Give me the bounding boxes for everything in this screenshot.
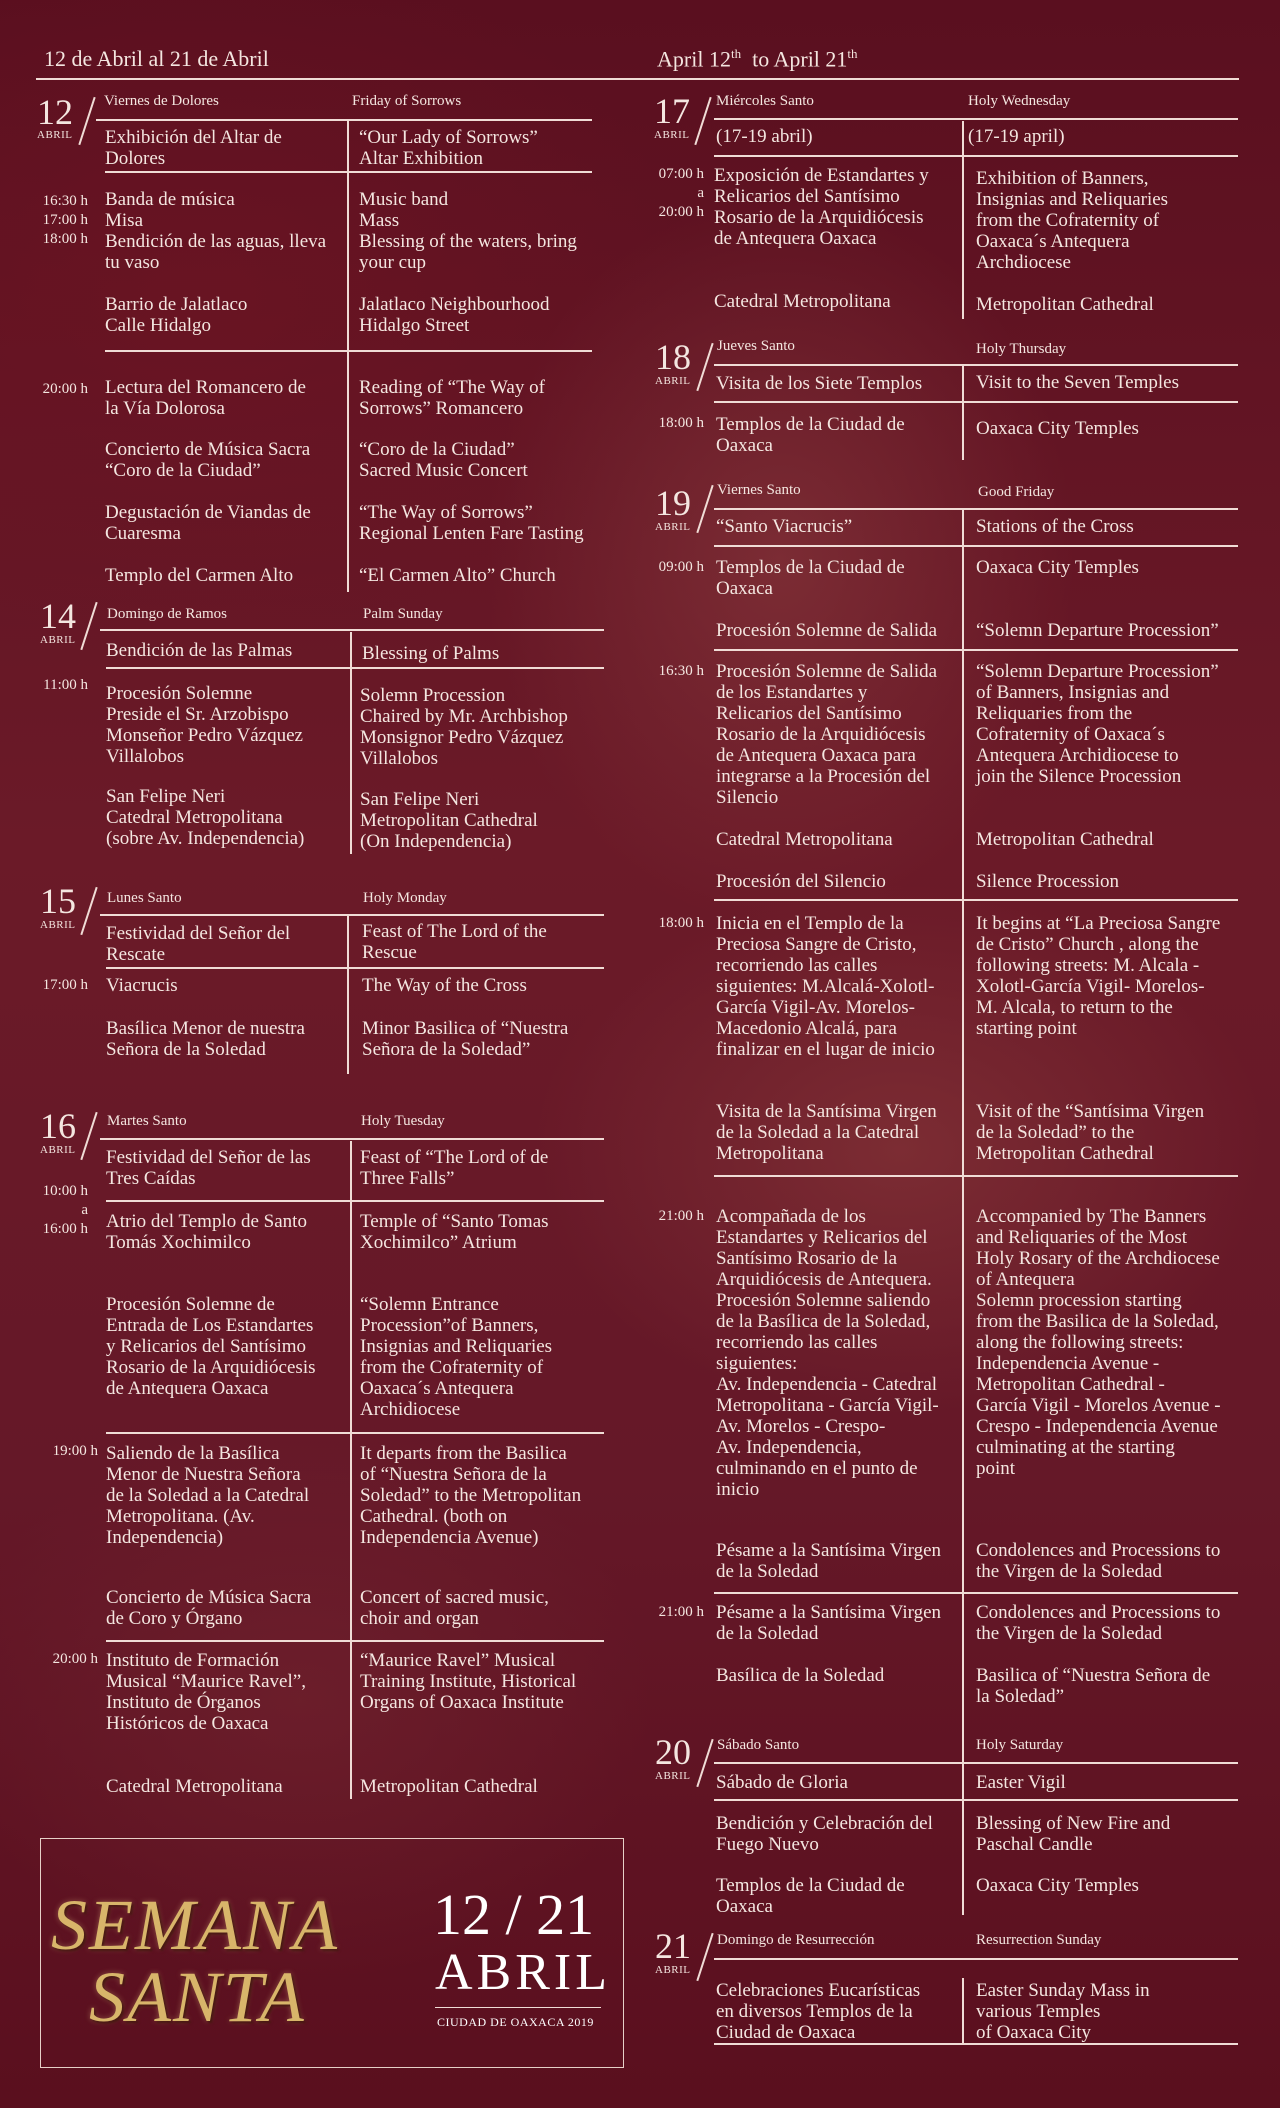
event-location-en: “Maurice Ravel” Musical Training Institute, Historical Organs of Oaxaca Institute bbox=[360, 1650, 577, 1713]
day-name-en: Holy Saturday bbox=[976, 1737, 1064, 1753]
event-es: Degustación de Viandas de Cuaresma bbox=[105, 502, 311, 544]
event-time: 18:00 h bbox=[658, 915, 704, 931]
event-en: “Solemn Entrance Procession”of Banners, Insignias and Reliquaries from the Cofraternity of Oaxaca´s Antequera Archidiocese bbox=[360, 1294, 553, 1420]
event-time: 19:00 h bbox=[52, 1443, 98, 1459]
event-en: Stations of the Cross bbox=[976, 516, 1134, 537]
event-time: 10:00 h a 16:00 h bbox=[42, 1183, 88, 1237]
event-en: Blessing of New Fire and Paschal Candle bbox=[976, 1813, 1171, 1855]
header-rule bbox=[36, 78, 1239, 80]
divider bbox=[96, 119, 592, 121]
divider bbox=[100, 1138, 604, 1140]
day-slash bbox=[80, 1112, 97, 1160]
divider bbox=[714, 364, 1238, 366]
event-time: 11:00 h bbox=[43, 677, 88, 693]
divider bbox=[714, 118, 1238, 120]
divider bbox=[714, 1175, 1238, 1177]
event-time: 20:00 h bbox=[52, 1651, 98, 1667]
event-time: 21:00 h bbox=[658, 1208, 704, 1224]
event-location-es: Templos de la Ciudad de Oaxaca bbox=[716, 557, 905, 599]
event-es: Festividad del Señor de las Tres Caídas bbox=[106, 1147, 311, 1189]
day-number: 14 bbox=[40, 596, 76, 636]
divider bbox=[714, 899, 1238, 901]
event-location-en: Temple of “Santo Tomas Xochimilco” Atrium bbox=[360, 1211, 549, 1253]
day-slash bbox=[696, 485, 713, 533]
event-time: 18:00 h bbox=[658, 415, 704, 431]
day-slash bbox=[696, 343, 713, 391]
day-month: ABRIL bbox=[655, 375, 691, 387]
divider bbox=[714, 401, 1238, 403]
logo-word-semana: SEMANA bbox=[51, 1885, 339, 1965]
event-en: Visit of the “Santísima Virgen de la Soledad” to the Metropolitan Cathedral bbox=[976, 1101, 1205, 1164]
event-location-es: Templos de la Ciudad de Oaxaca bbox=[716, 414, 905, 456]
event-en: Exhibition of Banners, Insignias and Reliquaries from the Cofraternity of Oaxaca´s Antequera Archdiocese bbox=[976, 168, 1169, 273]
divider bbox=[106, 667, 604, 669]
day-month: ABRIL bbox=[40, 1144, 76, 1156]
day-name-es: Martes Santo bbox=[107, 1113, 187, 1129]
day-number: 15 bbox=[40, 881, 76, 921]
event-en: “The Way of Sorrows” Regional Lenten Fare Tasting bbox=[359, 502, 584, 544]
event-es: Viacrucis bbox=[106, 975, 178, 996]
logo-month: ABRIL bbox=[435, 1944, 611, 2001]
column-divider bbox=[962, 1978, 964, 2045]
event-location-en: “El Carmen Alto” Church bbox=[359, 565, 556, 586]
event-es: Procesión Solemne de Salida bbox=[716, 620, 938, 641]
event-time: 21:00 h bbox=[658, 1604, 704, 1620]
event-es: Procesión del Silencio bbox=[716, 871, 886, 892]
event-es: Pésame a la Santísima Virgen de la Soledad bbox=[716, 1602, 942, 1644]
event-location-en: Metropolitan Cathedral bbox=[976, 294, 1154, 315]
event-time: 20:00 h bbox=[42, 381, 88, 397]
event-en: Easter Sunday Mass in various Temples of Oaxaca City bbox=[976, 1980, 1150, 2043]
day-name-en: Holy Wednesday bbox=[968, 93, 1071, 109]
day-name-es: Viernes Santo bbox=[717, 482, 801, 498]
event-time: 09:00 h bbox=[658, 559, 704, 575]
header-right: April 12th to April 21th bbox=[657, 46, 858, 72]
event-location-es: San Felipe Neri Catedral Metropolitana (sobre Av. Independencia) bbox=[106, 786, 305, 849]
day-month: ABRIL bbox=[654, 129, 690, 141]
event-location-es: Catedral Metropolitana bbox=[106, 1776, 283, 1797]
event-en: Reading of “The Way of Sorrows” Romancero bbox=[359, 377, 545, 419]
divider bbox=[106, 1200, 604, 1202]
day-name-es: Miércoles Santo bbox=[716, 93, 814, 109]
day-name-es: Domingo de Resurrección bbox=[717, 1932, 875, 1948]
day-name-es: Viernes de Dolores bbox=[104, 93, 219, 109]
event-es: Celebraciones Eucarísticas en diversos Templos de la Ciudad de Oaxaca bbox=[716, 1980, 921, 2043]
event-en: It departs from the Basilica of “Nuestra Señora de la Soledad” to the Metropolitan Cathedral. (both on Independencia Avenue) bbox=[360, 1443, 582, 1548]
day-slash bbox=[80, 602, 97, 650]
event-es: Bendición y Celebración del Fuego Nuevo bbox=[716, 1813, 933, 1855]
event-location-es: Barrio de Jalatlaco Calle Hidalgo bbox=[105, 294, 248, 336]
event-es: Banda de música Misa Bendición de las aguas, lleva tu vaso bbox=[105, 189, 327, 273]
event-en: Accompanied by The Banners and Reliquaries of the Most Holy Rosary of the Archdiocese of Antequera Solemn procession starting from the Basilica de la Soledad, along the following streets: Independencia Avenue - Metropolitan Cathedral - García Vigil - Morelos Avenue - Crespo - Independencia Avenue culminating at the starting point bbox=[976, 1206, 1221, 1479]
divider bbox=[100, 629, 604, 631]
day-slash bbox=[696, 1739, 713, 1787]
column-divider bbox=[350, 1141, 352, 1799]
event-location-es: Instituto de Formación Musical “Maurice Ravel”, Instituto de Órganos Históricos de Oaxaca bbox=[106, 1650, 306, 1734]
event-location-en: Oaxaca City Temples bbox=[976, 1875, 1139, 1896]
event-en: Solemn Procession Chaired by Mr. Archbishop Monsignor Pedro Vázquez Villalobos bbox=[360, 685, 568, 769]
day-month: ABRIL bbox=[655, 1964, 691, 1976]
event-es: “Santo Viacrucis” bbox=[716, 516, 853, 537]
event-es: Visita de los Siete Templos bbox=[716, 373, 923, 394]
divider bbox=[714, 1799, 1238, 1801]
event-es: Inicia en el Templo de la Preciosa Sangre de Cristo, recorriendo las calles siguientes: M.Alcalá-Xolotl- García Vigil-Av. Morelos- Macedonio Alcalá, para finalizar en el lugar de inicio bbox=[716, 913, 935, 1060]
event-es: Visita de la Santísima Virgen de la Soledad a la Catedral Metropolitana bbox=[716, 1101, 937, 1164]
divider bbox=[106, 967, 604, 969]
event-location-es: Basílica de la Soledad bbox=[716, 1665, 885, 1686]
divider bbox=[105, 171, 592, 173]
event-en: “Coro de la Ciudad” Sacred Music Concert bbox=[359, 439, 528, 481]
day-month: ABRIL bbox=[655, 521, 691, 533]
event-en: It begins at “La Preciosa Sangre de Cristo” Church , along the following streets: M. Alcala - Xolotl-García Vigil- Morelos- M. Alcala, to return to the starting point bbox=[976, 913, 1221, 1039]
day-name-es: Domingo de Ramos bbox=[107, 606, 227, 622]
divider bbox=[714, 2043, 1238, 2045]
event-location-en: San Felipe Neri Metropolitan Cathedral (On Independencia) bbox=[360, 789, 538, 852]
column-divider bbox=[962, 366, 964, 460]
day-number: 21 bbox=[655, 1926, 691, 1966]
day-slash bbox=[696, 1933, 713, 1981]
day-month: ABRIL bbox=[40, 919, 76, 931]
event-es: Bendición de las Palmas bbox=[106, 640, 293, 661]
event-es: Pésame a la Santísima Virgen de la Soledad bbox=[716, 1540, 942, 1582]
column-divider bbox=[962, 1765, 964, 1915]
event-en: Feast of The Lord of the Rescue bbox=[362, 921, 547, 963]
event-location-en: Minor Basilica of “Nuestra Señora de la Soledad” bbox=[362, 1018, 569, 1060]
event-es: Festividad del Señor del Rescate bbox=[106, 923, 291, 965]
column-divider bbox=[962, 121, 964, 319]
event-es: Lectura del Romancero de la Vía Dolorosa bbox=[105, 377, 306, 419]
event-en: Blessing of Palms bbox=[362, 643, 500, 664]
logo-dates: 12 / 21 bbox=[433, 1882, 595, 1947]
event-es: Exposición de Estandartes y Relicarios del Santísimo Rosario de la Arquidiócesis de Antequera Oaxaca bbox=[714, 165, 929, 249]
day-name-es: Sábado Santo bbox=[717, 1737, 800, 1753]
event-location-es: Basílica Menor de nuestra Señora de la Soledad bbox=[106, 1018, 305, 1060]
divider bbox=[100, 914, 604, 916]
column-divider bbox=[347, 916, 349, 1074]
divider bbox=[714, 1762, 1238, 1764]
divider bbox=[714, 649, 1238, 651]
event-es: Acompañada de los Estandartes y Relicarios del Santísimo Rosario de la Arquidiócesis de Antequera. Procesión Solemne saliendo de la Basílica de la Soledad, recorriendo las calles siguientes: Av. Independencia - Catedral Metropolitana - García Vigil- Av. Morelos - Crespo- Av. Independencia, culminando en el punto de inicio bbox=[716, 1206, 939, 1500]
event-es: Exhibición del Altar de Dolores bbox=[105, 127, 282, 169]
event-location-es: Catedral Metropolitana bbox=[716, 829, 893, 850]
event-en: Music band Mass Blessing of the waters, bring your cup bbox=[359, 189, 577, 273]
event-location-es: Catedral Metropolitana bbox=[714, 291, 891, 312]
event-time: 17:00 h bbox=[42, 977, 88, 993]
event-location-es: Atrio del Templo de Santo Tomás Xochimilco bbox=[106, 1211, 307, 1253]
day-month: ABRIL bbox=[40, 634, 76, 646]
event-en: Condolences and Processions to the Virgen de la Soledad bbox=[976, 1602, 1221, 1644]
event-en: Concert of sacred music, choir and organ bbox=[360, 1587, 549, 1629]
event-en: Silence Procession bbox=[976, 871, 1120, 892]
day-month: ABRIL bbox=[37, 129, 73, 141]
event-time: 16:30 h 17:00 h 18:00 h bbox=[42, 193, 88, 247]
event-location-es: Templo del Carmen Alto bbox=[105, 565, 294, 586]
day-name-en: Palm Sunday bbox=[363, 606, 443, 622]
event-en: “Solemn Departure Procession” bbox=[976, 620, 1219, 641]
divider bbox=[714, 155, 1238, 157]
event-es: Sábado de Gloria bbox=[716, 1772, 848, 1793]
day-number: 20 bbox=[655, 1732, 691, 1772]
day-number: 19 bbox=[655, 483, 691, 523]
event-time: 16:30 h bbox=[658, 663, 704, 679]
day-month: ABRIL bbox=[655, 1770, 691, 1782]
day-number: 17 bbox=[654, 91, 690, 131]
event-en: Condolences and Processions to the Virgen de la Soledad bbox=[976, 1540, 1221, 1582]
event-en: “Solemn Departure Procession” of Banners, Insignias and Reliquaries from the Cofraternity of Oaxaca´s Antequera Archidiocese to join the Silence Procession bbox=[976, 661, 1219, 787]
event-en: Feast of “The Lord of de Three Falls” bbox=[360, 1147, 549, 1189]
day-slash bbox=[80, 887, 97, 935]
event-es: Procesión Solemne de Entrada de Los Estandartes y Relicarios del Santísimo Rosario de la Arquidiócesis de Antequera Oaxaca bbox=[106, 1294, 316, 1399]
event-es: (17-19 abril) bbox=[716, 126, 813, 147]
event-es: Procesión Solemne Preside el Sr. Arzobispo Monseñor Pedro Vázquez Villalobos bbox=[106, 683, 303, 767]
day-slash bbox=[78, 97, 95, 145]
event-location-es: Templos de la Ciudad de Oaxaca bbox=[716, 1875, 905, 1917]
header-left: 12 de Abril al 21 de Abril bbox=[44, 46, 269, 71]
divider bbox=[714, 1958, 1238, 1960]
divider bbox=[714, 508, 1238, 510]
event-location-en: Oaxaca City Temples bbox=[976, 557, 1139, 578]
event-time: 07:00 h a 20:00 h bbox=[658, 166, 704, 220]
day-name-en: Holy Thursday bbox=[976, 341, 1067, 357]
column-divider bbox=[347, 352, 349, 592]
day-name-en: Holy Monday bbox=[363, 890, 447, 906]
divider bbox=[106, 1640, 604, 1642]
event-es: Procesión Solemne de Salida de los Estandartes y Relicarios del Santísimo Rosario de la Arquidiócesis de Antequera Oaxaca para integrarse a la Procesión del Silencio bbox=[716, 661, 938, 808]
event-en: (17-19 april) bbox=[968, 126, 1065, 147]
logo-rule bbox=[435, 2007, 601, 2008]
logo-word-santa: SANTA bbox=[89, 1957, 306, 2037]
day-slash bbox=[694, 97, 711, 145]
column-divider bbox=[350, 632, 352, 854]
logo-city: CIUDAD DE OAXACA 2019 bbox=[437, 2015, 594, 2029]
divider bbox=[714, 545, 1238, 547]
day-name-es: Lunes Santo bbox=[107, 890, 182, 906]
event-location-en: Metropolitan Cathedral bbox=[976, 829, 1154, 850]
day-number: 12 bbox=[37, 92, 73, 132]
semana-santa-logo bbox=[40, 1838, 624, 2068]
event-en: The Way of the Cross bbox=[362, 975, 527, 996]
day-name-en: Holy Tuesday bbox=[361, 1113, 445, 1129]
event-location-en: Metropolitan Cathedral bbox=[360, 1776, 538, 1797]
event-en: “Our Lady of Sorrows” Altar Exhibition bbox=[359, 127, 538, 169]
day-name-es: Jueves Santo bbox=[717, 338, 795, 354]
day-name-en: Resurrection Sunday bbox=[976, 1932, 1102, 1948]
event-en: Visit to the Seven Temples bbox=[976, 372, 1179, 393]
event-en: Easter Vigil bbox=[976, 1772, 1066, 1793]
column-divider bbox=[347, 121, 349, 351]
day-name-en: Good Friday bbox=[978, 484, 1055, 500]
day-number: 16 bbox=[40, 1106, 76, 1146]
divider bbox=[105, 350, 592, 352]
event-location-en: Oaxaca City Temples bbox=[976, 418, 1139, 439]
event-es: Saliendo de la Basílica Menor de Nuestra Señora de la Soledad a la Catedral Metropolitana. (Av. Independencia) bbox=[106, 1443, 310, 1548]
day-number: 18 bbox=[655, 337, 691, 377]
day-name-en: Friday of Sorrows bbox=[352, 93, 462, 109]
divider bbox=[714, 1592, 1238, 1594]
divider bbox=[106, 1432, 604, 1434]
event-location-en: Basilica of “Nuestra Señora de la Soledad” bbox=[976, 1665, 1211, 1707]
event-es: Concierto de Música Sacra de Coro y Órgano bbox=[106, 1587, 312, 1629]
column-divider bbox=[962, 510, 964, 1770]
event-es: Concierto de Música Sacra “Coro de la Ciudad” bbox=[105, 439, 311, 481]
event-location-en: Jalatlaco Neighbourhood Hidalgo Street bbox=[359, 294, 550, 336]
